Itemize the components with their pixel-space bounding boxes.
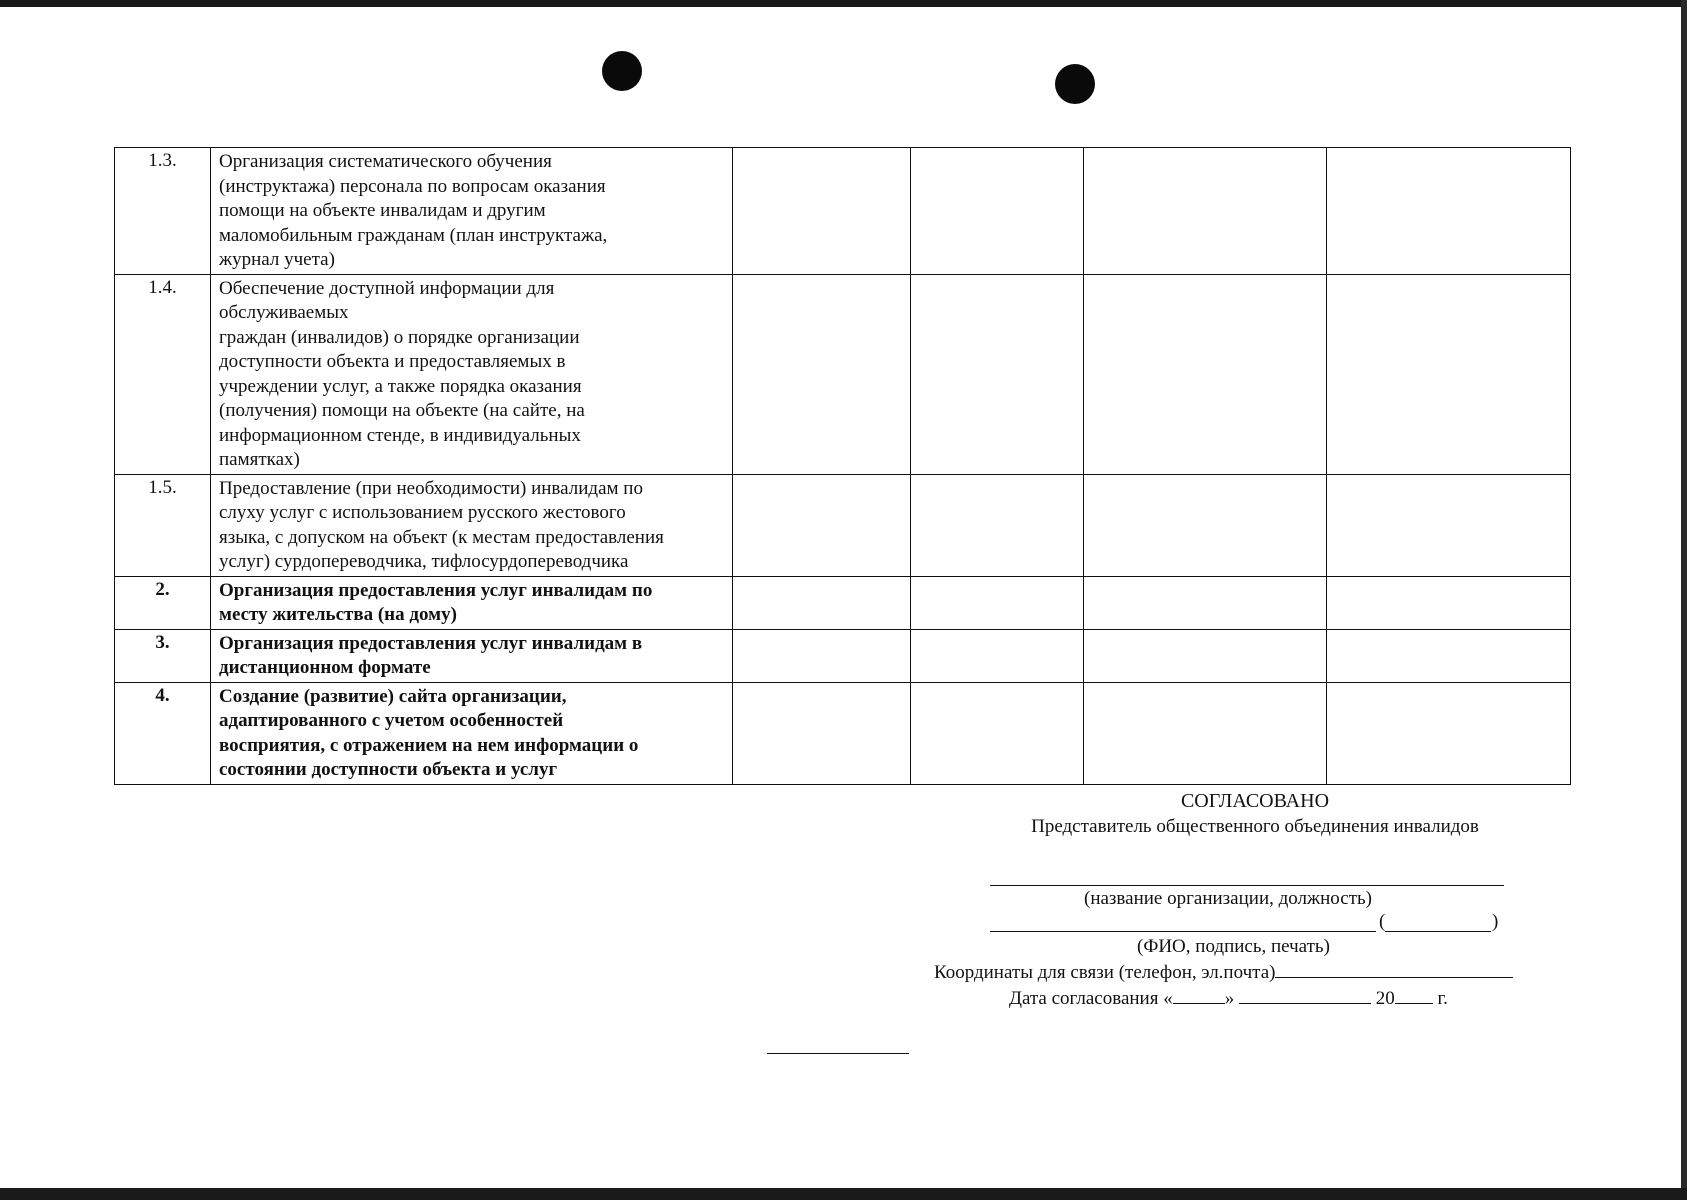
description-line: учреждении услуг, а также порядка оказания <box>219 375 582 397</box>
org-signature-line <box>990 885 1504 886</box>
row-description <box>211 576 733 629</box>
empty-cell <box>1327 576 1571 629</box>
fio-paren-line <box>1385 931 1491 932</box>
row-number: 1.5. <box>115 474 211 576</box>
empty-cell <box>1084 682 1327 784</box>
date-day-blank <box>1173 985 1225 1004</box>
fio-signature-line <box>990 931 1376 932</box>
row-number: 3. <box>115 629 211 682</box>
empty-cell <box>733 274 911 474</box>
approval-representative: Представитель общественного объединения инвалидов <box>1031 816 1479 837</box>
empty-cell <box>911 576 1084 629</box>
empty-cell <box>911 474 1084 576</box>
punch-hole-right <box>1055 64 1095 104</box>
date-month-blank <box>1239 985 1371 1004</box>
row-description <box>211 148 733 275</box>
punch-hole-left <box>602 51 642 91</box>
description-line: месту жительства (на дому) <box>219 604 457 625</box>
contacts-blank <box>1275 959 1513 978</box>
row-description <box>211 629 733 682</box>
empty-cell <box>1327 274 1571 474</box>
table-row <box>115 576 1571 629</box>
empty-cell <box>733 474 911 576</box>
org-caption: (название организации, должность) <box>1084 888 1373 909</box>
approval-title: СОГЛАСОВАНО <box>1180 790 1330 812</box>
empty-cell <box>1327 148 1571 275</box>
contacts-label: Координаты для связи (телефон, эл.почта) <box>934 962 1276 983</box>
description-line: Организация предоставления услуг инвалидам в <box>219 632 643 654</box>
measures-table <box>114 147 1571 785</box>
description-line: адаптированного с учетом особенностей <box>219 710 564 731</box>
description-line: Создание (развитие) сайта организации, <box>219 685 567 707</box>
empty-cell <box>911 148 1084 275</box>
paren-close: ) <box>1492 911 1499 932</box>
table-row <box>115 474 1571 576</box>
description-line: помощи на объекте инвалидам и другим <box>219 200 546 221</box>
description-line: языка, с допуском на объект (к местам предоставления <box>219 526 664 548</box>
empty-cell <box>1084 576 1327 629</box>
date-field <box>1009 985 1448 1010</box>
table-row <box>115 682 1571 784</box>
description-line: (получения) помощи на объекте (на сайте, на <box>219 400 585 421</box>
description-line: слуху услуг с использованием русского жестового <box>219 502 626 523</box>
description-line: Обеспечение доступной информации для <box>219 277 555 299</box>
row-number: 1.3. <box>115 148 211 275</box>
description-line: журнал учета) <box>219 249 335 270</box>
approval-block <box>990 788 1520 840</box>
measures-table-body <box>115 148 1571 785</box>
empty-cell <box>1084 274 1327 474</box>
empty-cell <box>911 682 1084 784</box>
row-number: 4. <box>115 682 211 784</box>
date-close-quote: » <box>1224 988 1235 1009</box>
empty-cell <box>1084 474 1327 576</box>
paren-open: ( <box>1379 911 1386 932</box>
empty-cell <box>733 576 911 629</box>
table-row <box>115 274 1571 474</box>
description-line: Организация предоставления услуг инвалидам по <box>219 579 653 601</box>
description-line: граждан (инвалидов) о порядке организации <box>219 326 580 348</box>
row-number: 1.4. <box>115 274 211 474</box>
empty-cell <box>1084 148 1327 275</box>
empty-cell <box>733 629 911 682</box>
empty-cell <box>733 682 911 784</box>
scan-edge-top <box>0 0 1687 7</box>
contacts-field <box>934 959 1513 984</box>
description-line: Предоставление (при необходимости) инвалидам по <box>219 477 643 499</box>
empty-cell <box>911 629 1084 682</box>
empty-cell <box>1084 629 1327 682</box>
row-description <box>211 274 733 474</box>
empty-cell <box>733 148 911 275</box>
description-line: обслуживаемых <box>219 302 349 323</box>
description-line: состоянии доступности объекта и услуг <box>219 759 558 780</box>
fio-caption: (ФИО, подпись, печать) <box>1137 936 1330 957</box>
date-year-prefix: 20 <box>1375 988 1395 1009</box>
description-line: информационном стенде, в индивидуальных <box>219 424 581 446</box>
table-row <box>115 148 1571 275</box>
description-line: доступности объекта и предоставляемых в <box>219 351 566 372</box>
description-line: дистанционном формате <box>219 657 431 678</box>
footer-line <box>767 1053 909 1054</box>
description-line: памятках) <box>219 449 300 470</box>
description-line: услуг) сурдопереводчика, тифлосурдопереводчика <box>219 551 629 572</box>
row-description <box>211 682 733 784</box>
empty-cell <box>911 274 1084 474</box>
date-year-suffix: г. <box>1437 988 1448 1009</box>
description-line: маломобильным гражданам (план инструктажа, <box>219 224 608 246</box>
description-line: (инструктажа) персонала по вопросам оказания <box>219 175 606 197</box>
empty-cell <box>1327 629 1571 682</box>
row-description <box>211 474 733 576</box>
empty-cell <box>1327 474 1571 576</box>
date-year-blank <box>1395 985 1433 1004</box>
empty-cell <box>1327 682 1571 784</box>
scan-edge-bottom <box>0 1188 1687 1200</box>
date-label: Дата согласования « <box>1009 988 1173 1009</box>
row-number: 2. <box>115 576 211 629</box>
table-row <box>115 629 1571 682</box>
description-line: Организация систематического обучения <box>219 151 552 172</box>
scan-edge-right <box>1681 0 1687 1200</box>
description-line: восприятия, с отражением на нем информации о <box>219 734 639 756</box>
